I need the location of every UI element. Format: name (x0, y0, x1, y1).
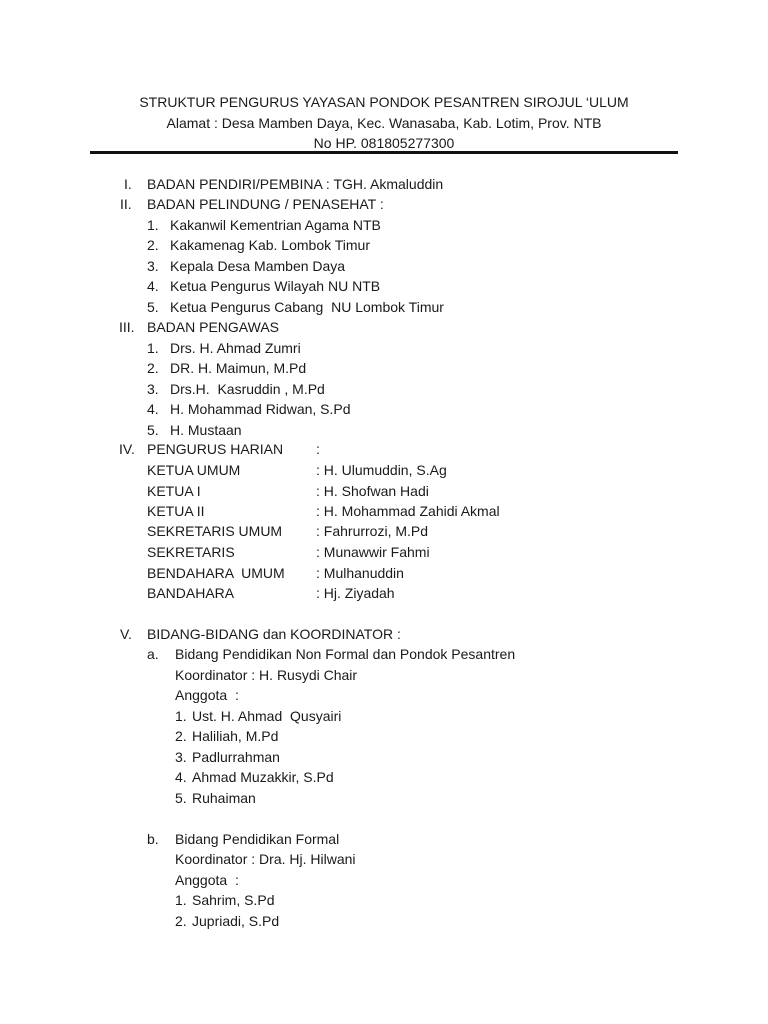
member-number: 2. (175, 913, 187, 929)
field-coordinator: Koordinator : H. Rusydi Chair (175, 667, 358, 683)
section-bidang-heading: BIDANG-BIDANG dan KOORDINATOR : (147, 626, 401, 642)
field-members-label: Anggota : (175, 687, 239, 703)
list-item: DR. H. Maimun, M.Pd (170, 360, 307, 376)
section-number: III. (119, 319, 135, 335)
member-number: 3. (175, 749, 187, 765)
header-divider (90, 151, 678, 154)
role-label: BANDAHARA (147, 585, 235, 601)
role-label: KETUA I (147, 483, 201, 499)
list-item-number: 1. (147, 217, 159, 233)
list-item: Kakanwil Kementrian Agama NTB (170, 217, 381, 233)
role-label: KETUA II (147, 503, 205, 519)
list-item-number: 2. (147, 360, 159, 376)
document-phone: No HP. 081805277300 (313, 135, 455, 151)
member-name: Padlurrahman (192, 749, 280, 765)
member-number: 1. (175, 892, 187, 908)
list-item: H. Mohammad Ridwan, S.Pd (170, 401, 351, 417)
list-item: H. Mustaan (170, 422, 242, 438)
list-item-number: 3. (147, 258, 159, 274)
list-item-number: 1. (147, 340, 159, 356)
field-letter: a. (147, 646, 159, 662)
document-title: STRUKTUR PENGURUS YAYASAN PONDOK PESANTREN SIROJUL ‘ULUM (139, 94, 629, 110)
role-name: : H. Shofwan Hadi (316, 483, 429, 499)
list-item: Drs.H. Kasruddin , M.Pd (170, 381, 325, 397)
list-item: Drs. H. Ahmad Zumri (170, 340, 301, 356)
member-name: Ahmad Muzakkir, S.Pd (192, 769, 334, 785)
document-address: Alamat : Desa Mamben Daya, Kec. Wanasaba, Kab. Lotim, Prov. NTB (166, 115, 602, 131)
field-members-label: Anggota : (175, 872, 239, 888)
section-pengurus-heading: PENGURUS HARIAN (147, 441, 284, 457)
list-item: Ketua Pengurus Wilayah NU NTB (170, 278, 381, 294)
list-item-number: 5. (147, 299, 159, 315)
role-label: SEKRETARIS (147, 544, 235, 560)
list-item-number: 2. (147, 237, 159, 253)
member-name: Jupriadi, S.Pd (192, 913, 280, 929)
section-pengawas-heading: BADAN PENGAWAS (147, 319, 279, 335)
role-label: BENDAHARA UMUM (147, 565, 285, 581)
section-pelindung-heading: BADAN PELINDUNG / PENASEHAT : (147, 196, 384, 212)
list-item: Kepala Desa Mamben Daya (170, 258, 346, 274)
member-name: Sahrim, S.Pd (192, 892, 275, 908)
role-name: : H. Ulumuddin, S.Ag (316, 462, 447, 478)
member-name: Ust. H. Ahmad Qusyairi (192, 708, 342, 724)
section-number: IV. (119, 441, 135, 457)
role-name: : H. Mohammad Zahidi Akmal (316, 503, 500, 519)
field-title: Bidang Pendidikan Non Formal dan Pondok Pesantren (175, 646, 516, 662)
list-item-number: 3. (147, 381, 159, 397)
section-number: V. (120, 626, 132, 642)
field-title: Bidang Pendidikan Formal (175, 831, 340, 847)
role-name: : Hj. Ziyadah (316, 585, 395, 601)
member-number: 4. (175, 769, 187, 785)
field-letter: b. (147, 831, 159, 847)
list-item: Kakamenag Kab. Lombok Timur (170, 237, 370, 253)
role-label: SEKRETARIS UMUM (147, 523, 283, 539)
role-name: : Munawwir Fahmi (316, 544, 430, 560)
section-number: II. (120, 196, 132, 212)
section-number: I. (124, 176, 132, 192)
member-number: 1. (175, 708, 187, 724)
section-pembina: BADAN PENDIRI/PEMBINA : TGH. Akmaluddin (147, 176, 444, 192)
list-item-number: 4. (147, 278, 159, 294)
field-coordinator: Koordinator : Dra. Hj. Hilwani (175, 851, 356, 867)
list-item-number: 4. (147, 401, 159, 417)
member-name: Haliliah, M.Pd (192, 728, 279, 744)
heading-colon: : (316, 441, 320, 457)
member-name: Ruhaiman (192, 790, 256, 806)
role-name: : Fahrurrozi, M.Pd (316, 523, 429, 539)
role-label: KETUA UMUM (147, 462, 241, 478)
list-item-number: 5. (147, 422, 159, 438)
role-name: : Mulhanuddin (316, 565, 404, 581)
member-number: 5. (175, 790, 187, 806)
member-number: 2. (175, 728, 187, 744)
list-item: Ketua Pengurus Cabang NU Lombok Timur (170, 299, 444, 315)
